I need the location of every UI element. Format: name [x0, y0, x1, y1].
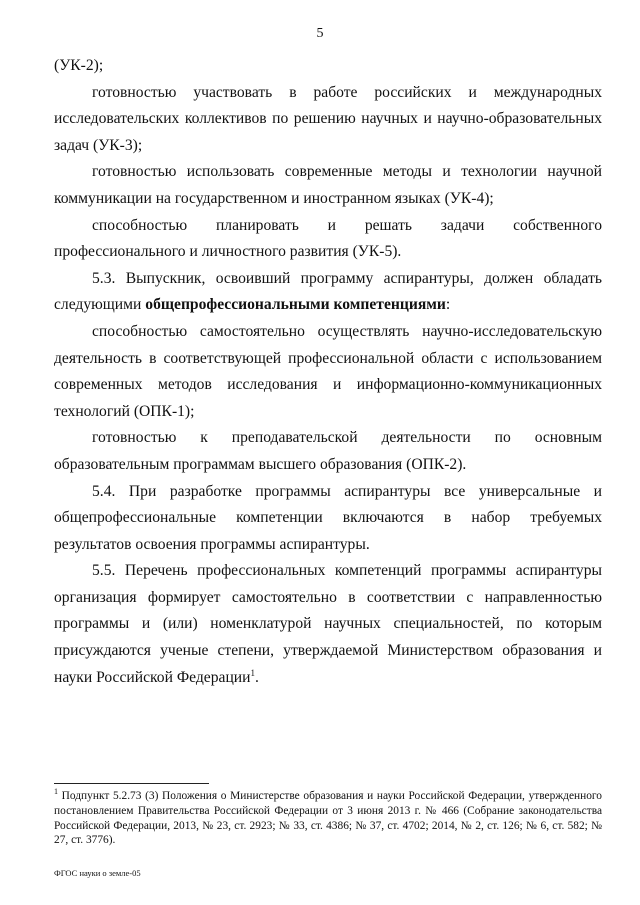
paragraph-uk5: способностью планировать и решать задачи собственного профессионального и личностного развития (УК-5). — [54, 216, 602, 261]
paragraph-5-3-text: 5.3. Выпускник, освоивший программу аспирантуры, должен обладать следующими — [54, 269, 602, 314]
footnote — [54, 789, 602, 848]
paragraph-5-3-colon: : — [445, 296, 451, 314]
paragraph-opk2: готовностью к преподавательской деятельности по основным образовательным программам высшего образования (ОПК-2). — [54, 429, 602, 473]
page-number: 5 — [316, 26, 324, 41]
paragraph-uk2-end: (УК-2); — [54, 57, 104, 74]
footnote-reference[interactable]: 1 — [250, 667, 255, 678]
paragraph-5-4: 5.4. При разработке программы аспирантуры все универсальные и общепрофессиональные компетенции включаются в набор требуемых результатов освоения программы аспирантуры. — [54, 482, 602, 553]
paragraph-5-3-bold-term: общепрофессиональными компетенциями — [145, 296, 446, 314]
document-body — [54, 53, 602, 691]
paragraph-5-5: 5.5. Перечень профессиональных компетенций программы аспирантуры организация формирует самостоятельно в соответствии с направленностью программы и (или) номенклатурой научных специальностей, по которым присуждаются ученые степени, утверждаемой Министерством образования и науки Российской Федерации$^1$. — [54, 562, 602, 686]
paragraph-opk1: способностью самостоятельно осуществлять научно-исследовательскую деятельность в соответствующей профессиональной области с использованием современных методов исследования и информационно-коммуникационных технологий (ОПК-1); — [54, 322, 602, 420]
paragraph-5-3 — [54, 266, 602, 319]
footnote-marker: 1 — [54, 787, 58, 797]
paragraph-uk3: готовностью участвовать в работе российских и международных исследовательских коллективов по решению научных и научно-образовательных задач (УК-3); — [54, 83, 602, 154]
document-footer-label: ФГОС науки о земле-05 — [54, 868, 141, 878]
footnote-divider — [54, 783, 209, 784]
paragraph-5-5-text: 5.5. Перечень профессиональных компетенций программы аспирантуры организация формирует самостоятельно в соответствии с направленностью программы и (или) номенклатурой научных специальностей, по которым присуждаются ученые степени, утверждаемой Министерством образования и науки Российской Федерации — [54, 562, 602, 686]
paragraph-uk4: готовностью использовать современные методы и технологии научной коммуникации на государственном и иностранном языках (УК-4); — [54, 163, 602, 207]
footnote-text: Подпункт 5.2.73 (3) Положения о Министерстве образования и науки Российской Федерации, утвержденного постановлением Правительства Российской Федерации от 3 июня 2013 г. № 466 (Собрание законодательства Российской Федерации, 2013, № 23, ст. 2923; № 33, ст. 4386; № 37, ст. 4702; 2014, № 2, ст. 126; № 6, ст. 582; № 27, ст. 3776). — [54, 790, 602, 847]
